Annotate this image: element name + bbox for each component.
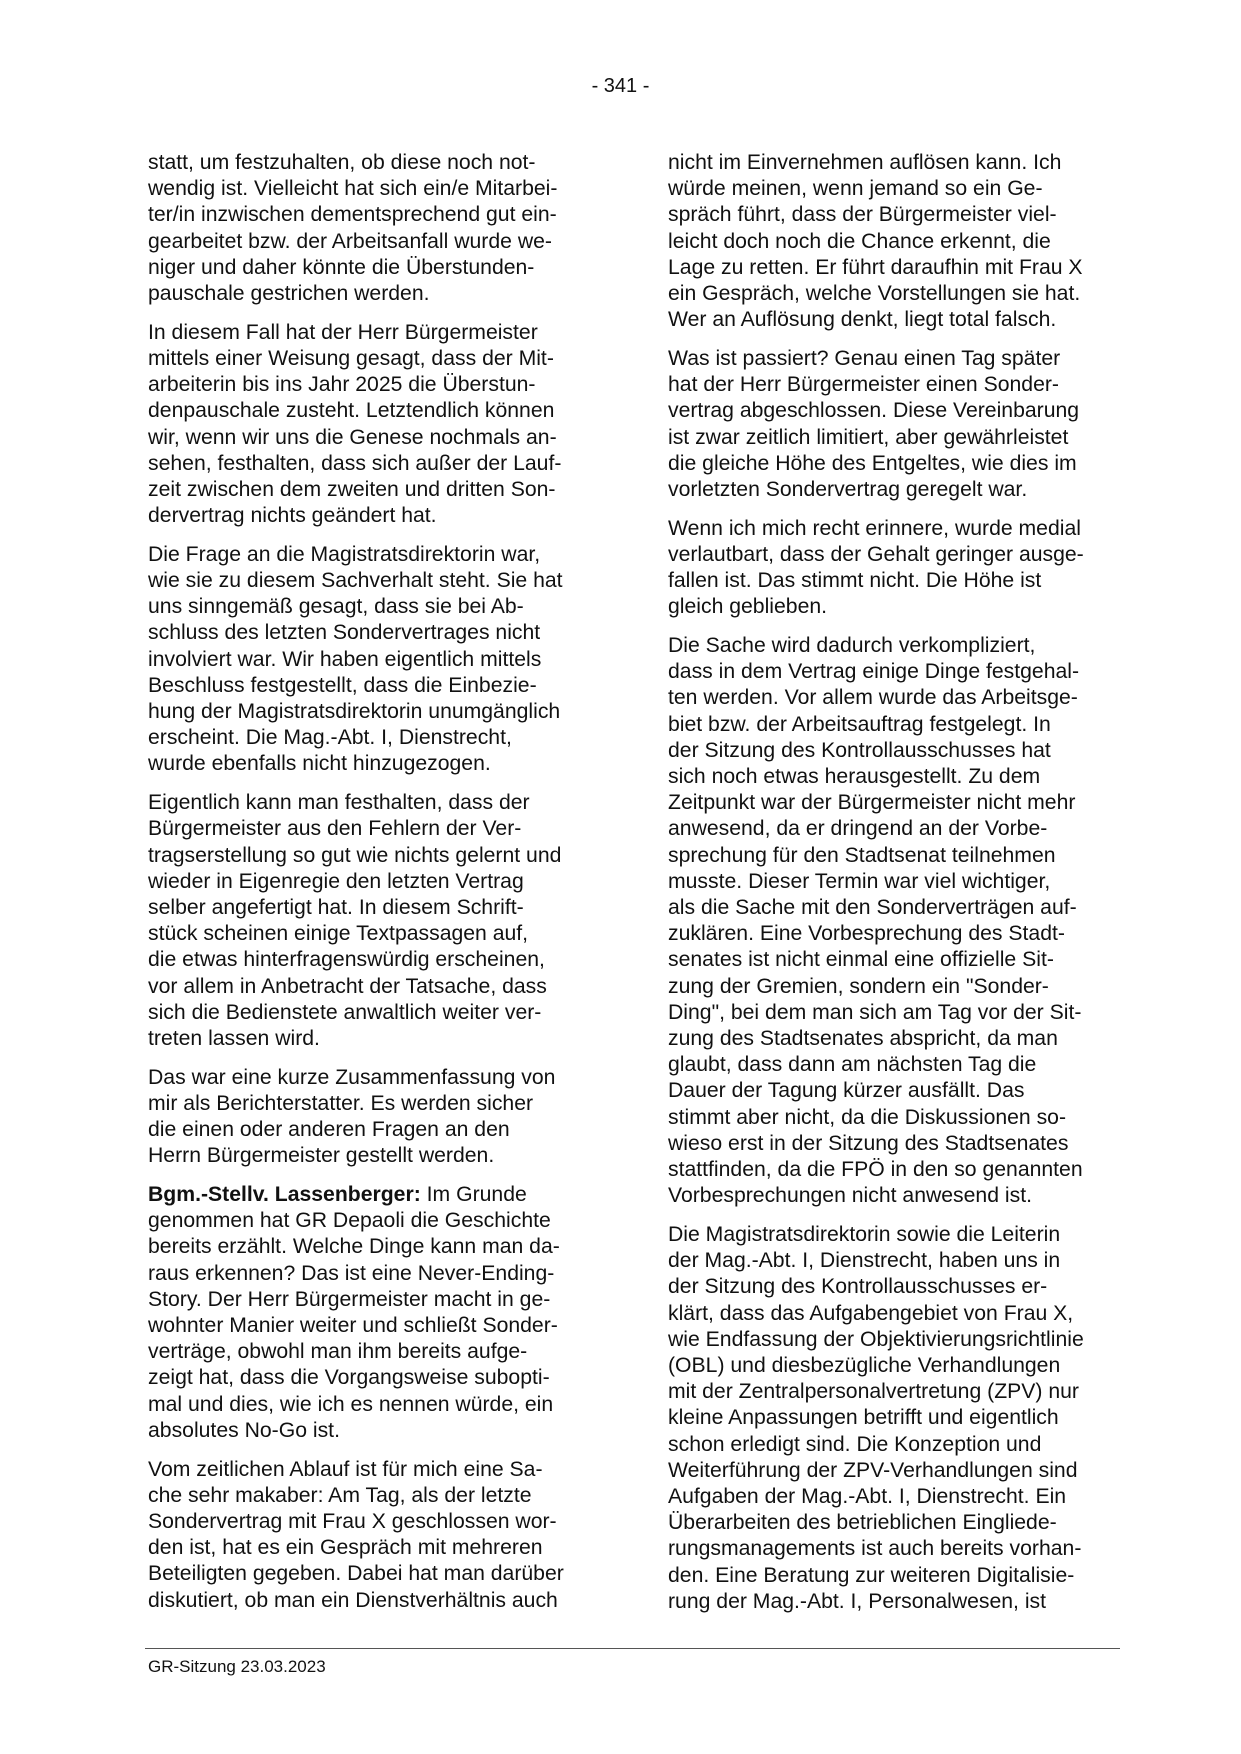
paragraph: Was ist passiert? Genau einen Tag später hat der Herr Bürgermeister einen Sonder- vertrag abgeschlossen. Diese Vereinbarung ist zwar zeitlich limitiert, aber gewährleistet die gleiche Höhe des Entgeltes, wie dies im vorletzten Sondervertrag geregelt war. [668,346,1080,501]
paragraph: statt, um festzuhalten, ob diese noch not- wendig ist. Vielleicht hat sich ein/e Mitarbei- ter/in inzwischen dementsprechend gut ein- gearbeitet bzw. der Arbeitsanfall wurde we- niger und daher könnte die Überstunden- pauschale gestrichen werden. [148,151,558,306]
speaker-name: Bgm.-Stellv. Lassenberger: [148,1183,421,1207]
speech-text: Im Grunde genommen hat GR Depaoli die Geschichte bereits erzählt. Welche Dinge kann man da- raus erkennen? Das ist eine Never-Ending- Story. Der Herr Bürgermeister macht in ge- wohnter Manier weiter und schließt Sonder- verträge, obwohl man ihm bereits aufge- zeigt hat, dass die Vorgangsweise subopti- mal und dies, wie ich es nennen würde, ein absolutes No-Go ist. [148,1183,560,1442]
page-number: - 341 - [591,75,650,97]
paragraph: Die Frage an die Magistratsdirektorin war, wie sie zu diesem Sachverhalt steht. Sie hat uns sinngemäß gesagt, dass sie bei Ab- schluss des letzten Sondervertrages nicht involviert war. Wir haben eigentlich mittels Beschluss festgestellt, dass die Einbezie- hung der Magistratsdirektorin unumgänglich erscheint. Die Mag.-Abt. I, Dienstrecht, wurde ebenfalls nicht hinzugezogen. [148,542,563,776]
speech-paragraph [148,1182,598,1444]
paragraph: Das war eine kurze Zusammenfassung von mir als Berichterstatter. Es werden sicher die einen oder anderen Fragen an den Herrn Bürgermeister gestellt werden. [148,1065,556,1168]
footer-divider [145,1648,1120,1649]
paragraph: Die Magistratsdirektorin sowie die Leiterin der Mag.-Abt. I, Dienstrecht, haben uns in der Sitzung des Kontrollausschusses er- klärt, dass das Aufgabengebiet von Frau X, wie Endfassung der Objektivierungsrichtlinie (OBL) und diesbezügliche Verhandlungen mit der Zentralpersonalvertretung (ZPV) nur kleine Anpassungen betrifft und eigentlich schon erledigt sind. Die Konzeption und Weiterführung der ZPV-Verhandlungen sind Aufgaben der Mag.-Abt. I, Dienstrecht. Ein Überarbeiten des betrieblichen Eingliede- rungsmanagements ist auch bereits vorhan- den. Eine Beratung zur weiteren Digitalisie- rung der Mag.-Abt. I, Personalwesen, ist [668,1222,1084,1613]
paragraph: nicht im Einvernehmen auflösen kann. Ich würde meinen, wenn jemand so ein Ge- spräch führt, dass der Bürgermeister viel- leicht doch noch die Chance erkennt, die Lage zu retten. Er führt daraufhin mit Frau X ein Gespräch, welche Vorstellungen sie hat. Wer an Auflösung denkt, liegt total falsch. [668,151,1083,332]
paragraph: Die Sache wird dadurch verkompliziert, dass in dem Vertrag einige Dinge festgehal- ten werden. Vor allem wurde das Arbeitsge- biet bzw. der Arbeitsauftrag festgelegt. In der Sitzung des Kontrollausschusses hat sich noch etwas herausgestellt. Zu dem Zeitpunkt war der Bürgermeister nicht mehr anwesend, da er dringend an der Vorbe- sprechung für den Stadtsenat teilnehmen musste. Dieser Termin war viel wichtiger, als die Sache mit den Sonderverträgen auf- zuklären. Eine Vorbesprechung des Stadt- senates ist nicht einmal eine offizielle Sit- zung der Gremien, sondern ein "Sonder- Ding", bei dem man sich am Tag vor der Sit- zung des Stadtsenates abspricht, da man glaubt, dass dann am nächsten Tag die Dauer der Tagung kürzer ausfällt. Das stimmt aber nicht, da die Diskussionen so- wieso erst in der Sitzung des Stadtsenates stattfinden, da die FPÖ in den so genannten Vorbesprechungen nicht anwesend ist. [668,633,1083,1208]
paragraph: In diesem Fall hat der Herr Bürgermeister mittels einer Weisung gesagt, dass der Mit- arbeiterin bis ins Jahr 2025 die Überstun- denpauschale zusteht. Letztendlich können wir, wenn wir uns die Genese nochmals an- sehen, festhalten, dass sich außer der Lauf- zeit zwischen dem zweiten und dritten Son- dervertrag nichts geändert hat. [148,320,562,528]
footer-session-date: GR-Sitzung 23.03.2023 [148,1657,326,1676]
paragraph: Eigentlich kann man festhalten, dass der Bürgermeister aus den Fehlern der Ver- tragserstellung so gut wie nichts gelernt und wieder in Eigenregie den letzten Vertrag selber angefertigt hat. In diesem Schrift- stück scheinen einige Textpassagen auf, die etwas hinterfragenswürdig erscheinen, vor allem in Anbetracht der Tatsache, dass sich die Bedienstete anwaltlich weiter ver- treten lassen wird. [148,791,562,1050]
right-column [668,150,1118,1627]
paragraph: Vom zeitlichen Ablauf ist für mich eine Sa- che sehr makaber: Am Tag, als der letzte Sondervertrag mit Frau X geschlossen wor- den ist, hat es ein Gespräch mit mehreren Beteiligten gegeben. Dabei hat man darüber diskutiert, ob man ein Dienstverhältnis auch [148,1457,564,1612]
left-column [148,150,598,1626]
paragraph: Wenn ich mich recht erinnere, wurde medial verlautbart, dass der Gehalt geringer ausge- fallen ist. Das stimmt nicht. Die Höhe ist gleich geblieben. [668,516,1084,619]
